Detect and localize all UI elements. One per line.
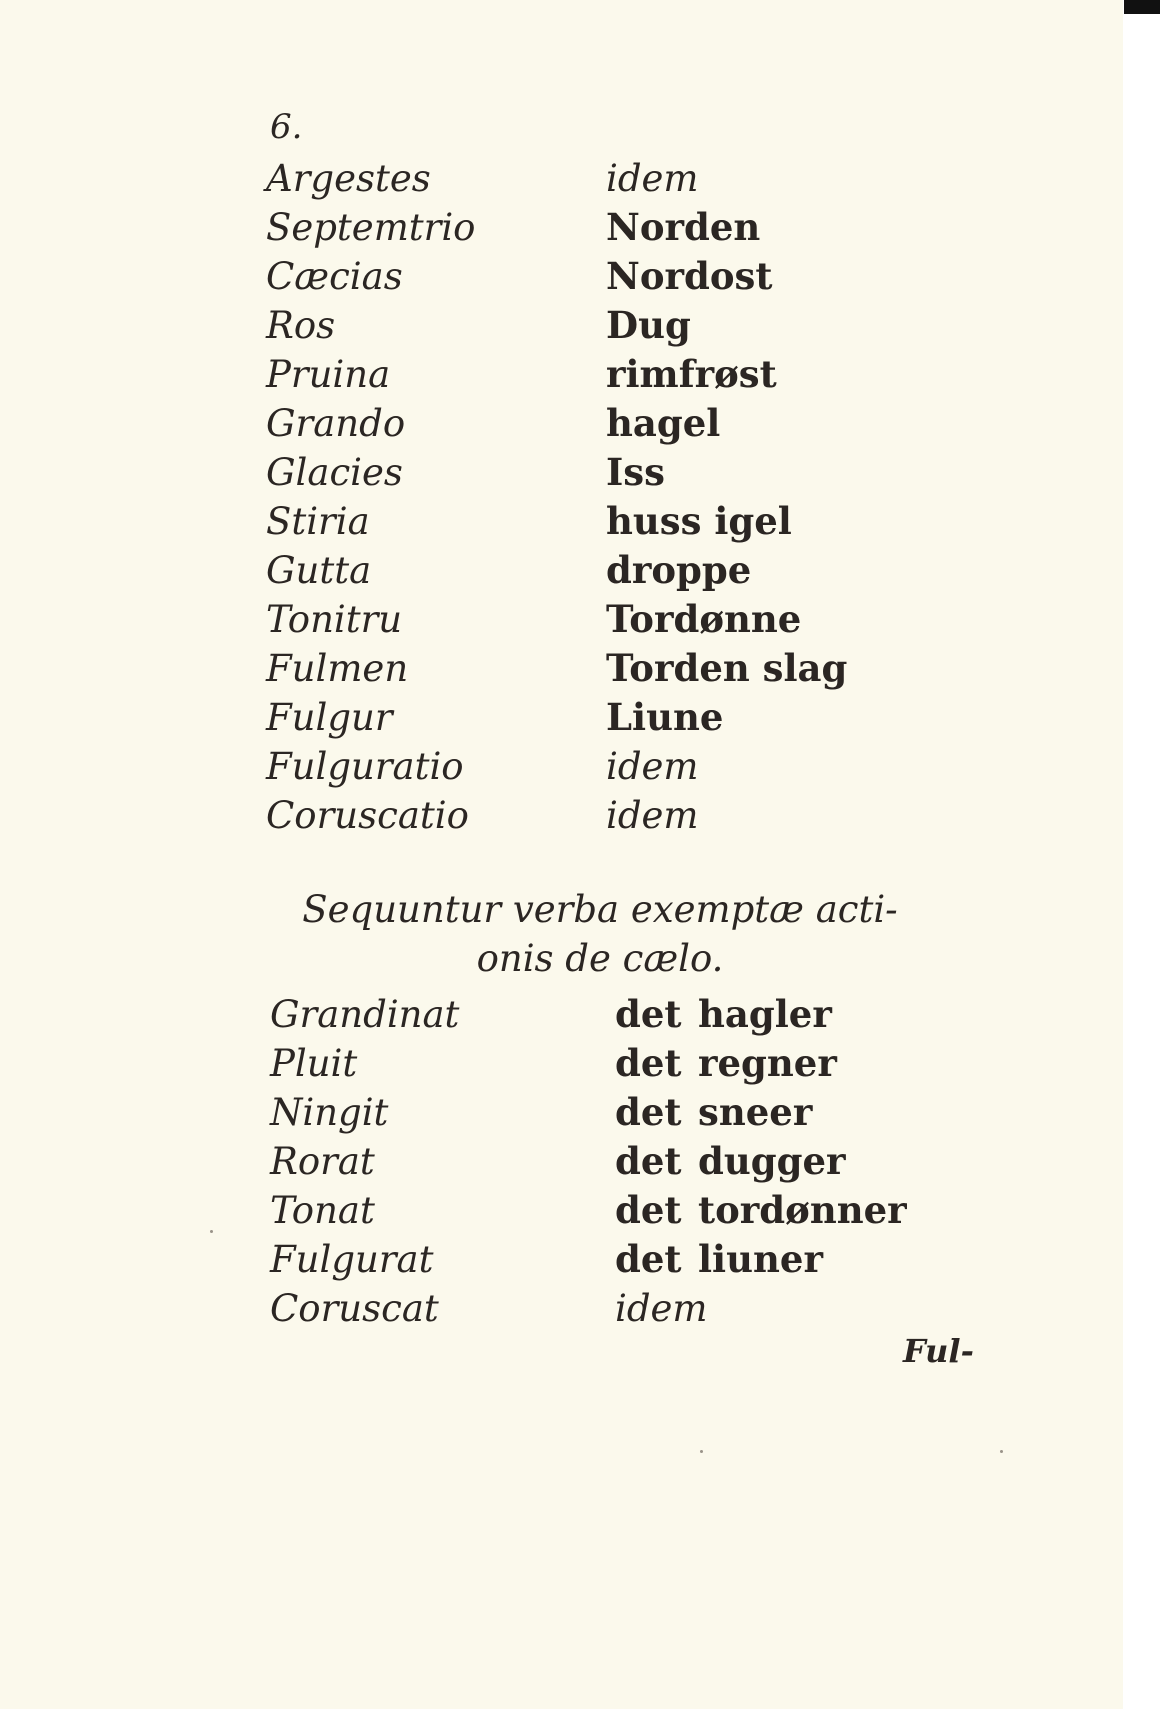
catchword: Ful- (903, 1332, 974, 1370)
latin-term: Stiria (266, 500, 370, 543)
vernacular-term: idem (606, 157, 699, 200)
vernacular-term: Norden (606, 205, 761, 249)
latin-term: Fulgur (266, 696, 393, 739)
paper-speck (1000, 1450, 1003, 1453)
verb-article: det (615, 1090, 682, 1134)
verb-article: det (615, 1041, 682, 1085)
latin-term: Ros (266, 304, 336, 347)
page-number: 6. (270, 107, 303, 147)
verb-article: det (615, 1139, 682, 1183)
vernacular-term: Tordønne (606, 597, 802, 641)
vernacular-term: idem (606, 745, 699, 788)
vernacular-verb: dugger (698, 1139, 846, 1183)
scan-margin (1123, 0, 1160, 1709)
vernacular-term: rimfrøst (606, 352, 777, 396)
latin-verb: Tonat (270, 1189, 375, 1232)
latin-term: Glacies (266, 451, 403, 494)
verb-article: det (615, 1237, 682, 1281)
latin-term: Pruina (266, 353, 391, 396)
vernacular-term: Iss (606, 450, 665, 494)
latin-term: Gutta (266, 549, 372, 592)
vernacular-term: Torden slag (606, 646, 848, 690)
latin-term: Tonitru (266, 598, 403, 641)
latin-term: Coruscatio (266, 794, 469, 837)
latin-verb: Pluit (270, 1042, 358, 1085)
latin-term: Cæcias (266, 255, 403, 298)
verb-article: det (615, 992, 682, 1036)
latin-verb: Grandinat (270, 993, 460, 1036)
vernacular-term: droppe (606, 548, 752, 592)
paper-speck (210, 1230, 213, 1233)
verb-article: det (615, 1188, 682, 1232)
vernacular-verb: liuner (698, 1237, 823, 1281)
latin-verb: Coruscat (270, 1287, 439, 1330)
vernacular-term: hagel (606, 401, 721, 445)
vernacular-verb: tordønner (698, 1188, 907, 1232)
latin-verb: Ningit (270, 1091, 389, 1134)
vernacular-verb: regner (698, 1041, 837, 1085)
latin-term: Septemtrio (266, 206, 476, 249)
scan-corner-mark (1124, 0, 1160, 14)
vernacular-term: Liune (606, 695, 724, 739)
section-heading-line-1: Sequuntur verba exemptæ acti- (302, 888, 898, 931)
vernacular-term: idem (606, 794, 699, 837)
vernacular-term: huss igel (606, 499, 792, 543)
vernacular-verb: sneer (698, 1090, 813, 1134)
vernacular-verb: hagler (698, 992, 832, 1036)
latin-verb: Rorat (270, 1140, 375, 1183)
section-heading-line-2: onis de cælo. (476, 937, 724, 980)
vernacular-verb: idem (615, 1287, 708, 1330)
latin-term: Fulmen (266, 647, 409, 690)
latin-verb: Fulgurat (270, 1238, 434, 1281)
vernacular-term: Dug (606, 303, 691, 347)
vernacular-term: Nordost (606, 254, 773, 298)
latin-term: Grando (266, 402, 406, 445)
latin-term: Argestes (266, 157, 431, 200)
latin-term: Fulguratio (266, 745, 464, 788)
paper-speck (700, 1450, 703, 1453)
